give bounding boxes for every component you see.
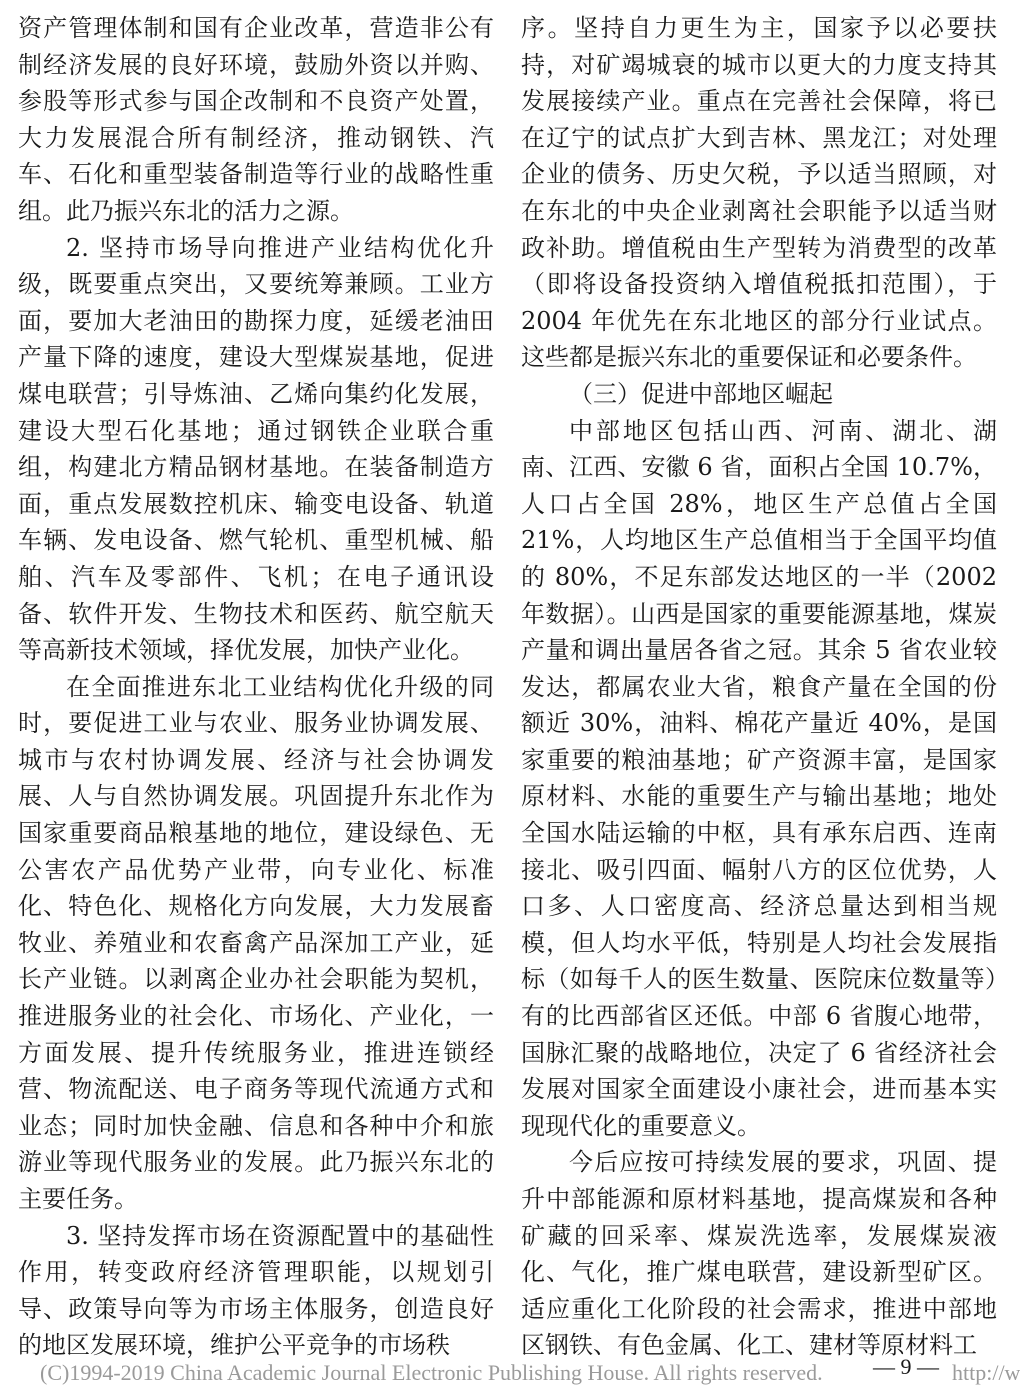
paragraph: 在全面推进东北工业结构优化升级的同时，要促进工业与农业、服务业协调发展、城市与农村协调发展、经济与社会协调发展、人与自然协调发展。巩固提升东北作为国家重要商品粮基地的地位，建设绿色、无公害农产品优势产业带，向专业化、标准化、特色化、规格化方向发展，大力发展畜牧业、养殖业和农畜禽产品深加工产业，延长产业链。以剥离企业办社会职能为契机，推进服务业的社会化、市场化、产业化，一方面发展、提升传统服务业，推进连锁经营、物流配送、电子商务等现代流通方式和业态；同时加快金融、信息和各种中介和旅游业等现代服务业的发展。此乃振兴东北的主要任务。 <box>18 672 494 1213</box>
paragraph: 3. 坚持发挥市场在资源配置中的基础性作用，转变政府经济管理职能，以规划引导、政策导向等为市场主体服务，创造良好的地区发展环境，维护公平竞争的市场秩 <box>18 1221 494 1360</box>
paragraph: 今后应按可持续发展的要求，巩固、提升中部能源和原材料基地，提高煤炭和各种矿藏的回采率、煤炭洗选率，发展煤炭液化、气化，推广煤电联营，建设新型矿区。适应重化工化阶段的社会需求，推进中部地区钢铁、有色金属、化工、建材等原材料工 <box>521 1148 997 1360</box>
footer-url: http://w <box>952 1360 1020 1385</box>
copyright-watermark: (C)1994-2019 China Academic Journal Electronic Publishing House. All rights reserved. <box>40 1360 823 1385</box>
paragraph: 序。坚持自力更生为主，国家予以必要扶持，对矿竭城衰的城市以更大的力度支持其发展接续产业。重点在完善社会保障，将已在辽宁的试点扩大到吉林、黑龙江；对处理企业的债务、历史欠税，予以适当照顾，对在东北的中央企业剥离社会职能予以适当财政补助。增值税由生产型转为消费型的改革（即将设备投资纳入增值税抵扣范围），于2004 年优先在东北地区的部分行业试点。这些都是振兴东北的重要保证和必要条件。 <box>521 14 997 372</box>
paragraph: 中部地区包括山西、河南、湖北、湖南、江西、安徽 6 省，面积占全国 10.7%，人口占全国 28%，地区生产总值占全国21%，人均地区生产总值相当于全国平均值的 80%，不足东部发达地区的一半（2002年数据）。山西是国家的重要能源基地，煤炭产量和调出量居各省之冠。其余 5 省农业较发达，都属农业大省，粮食产量在全国的份额近 30%，油料、棉花产量近 40%，是国家重要的粮油基地；矿产资源丰富，是国家原材料、水能的重要生产与输出基地；地处全国水陆运输的中枢，具有承东启西、连南接北、吸引四面、幅射八方的区位优势，人口多、人口密度高、经济总量达到相当规模，但人均水平低，特别是人均社会发展指标（如每千人的医生数量、医院床位数量等）有的比西部省区还低。中部 6 省腹心地带，国脉汇聚的战略地位，决定了 6 省经济社会发展对国家全面建设小康社会，进而基本实现现代化的重要意义。 <box>521 416 997 1140</box>
paragraph: 资产管理体制和国有企业改革，营造非公有制经济发展的良好环境，鼓励外资以并购、参股等形式参与国企改制和不良资产处置，大力发展混合所有制经济，推动钢铁、汽车、石化和重型装备制造等行业的战略性重组。此乃振兴东北的活力之源。 <box>18 14 494 225</box>
left-column <box>18 10 494 1364</box>
right-column <box>521 10 997 1364</box>
paragraph: 2. 坚持市场导向推进产业结构优化升级，既要重点突出，又要统筹兼顾。工业方面，要加大老油田的勘探力度，延缓老油田产量下降的速度，建设大型煤炭基地，促进煤电联营；引导炼油、乙烯向集约化发展，建设大型石化基地；通过钢铁企业联合重组，构建北方精品钢材基地。在装备制造方面，重点发展数控机床、输变电设备、轨道车辆、发电设备、燃气轮机、重型机械、船舶、汽车及零部件、飞机；在电子通讯设备、软件开发、生物技术和医药、航空航天等高新技术领域，择优发展，加快产业化。 <box>18 233 494 665</box>
section-heading: （三）促进中部地区崛起 <box>569 379 833 408</box>
page-number: — 9 — <box>873 1354 939 1379</box>
